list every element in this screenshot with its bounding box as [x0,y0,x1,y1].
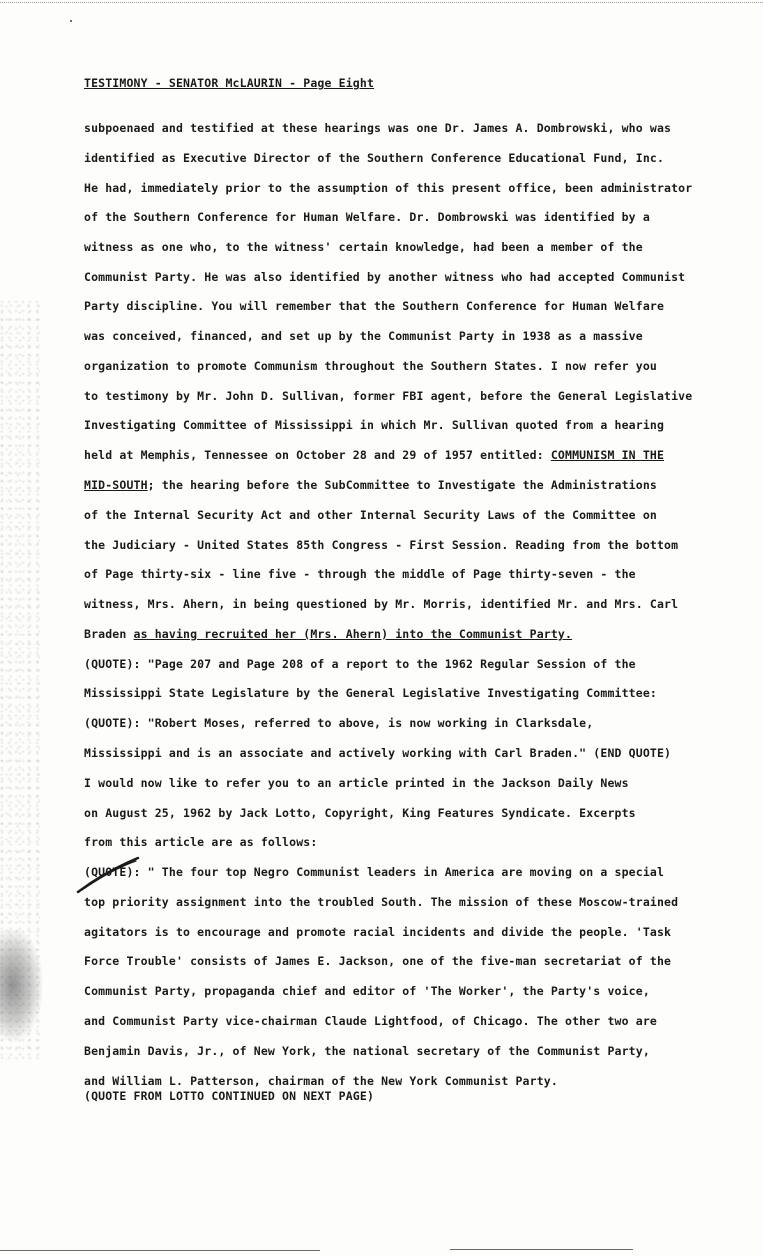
body-line [84,627,572,641]
body-line: witness, Mrs. Ahern, in being questioned by Mr. Morris, identified Mr. and Mrs. Carl [84,597,679,611]
body-line: I would now like to refer you to an article printed in the Jackson Daily News [84,776,629,790]
body-line: Mississippi and is an associate and actively working with Carl Braden." (END QUOTE) [84,746,672,760]
body-line: of Page thirty-six - line five - through the middle of Page thirty-seven - the [84,567,636,581]
body-line: of the Southern Conference for Human Welfare. Dr. Dombrowski was identified by a [84,210,650,224]
body-line: from this article are as follows: [84,835,318,849]
body-line: the Judiciary - United States 85th Congress - First Session. Reading from the bottom [84,538,679,552]
body-line: and Communist Party vice-chairman Claude Lightfood, of Chicago. The other two are [84,1014,657,1028]
page-heading: TESTIMONY - SENATOR McLAURIN - Page Eight [84,76,375,90]
body-line: on August 25, 1962 by Jack Lotto, Copyright, King Features Syndicate. Excerpts [84,806,636,820]
quote-line: (QUOTE): "Robert Moses, referred to above, is now working in Clarksdale, [84,716,594,730]
body-line: of the Internal Security Act and other Internal Security Laws of the Committee on [84,508,657,522]
hearing-title-underlined: MID-SOUTH [84,478,148,492]
body-text: ; the hearing before the SubCommittee to Investigate the Administrations [147,478,657,492]
body-line: He had, immediately prior to the assumption of this present office, been administrator [84,181,693,195]
body-line: Communist Party, propaganda chief and editor of 'The Worker', the Party's voice, [84,984,650,998]
continued-note: (QUOTE FROM LOTTO CONTINUED ON NEXT PAGE) [84,1089,375,1103]
bottom-rule [0,1250,320,1251]
bottom-rule [450,1249,633,1250]
pen-slash-mark [74,856,144,896]
body-line: Communist Party. He was also identified by another witness who had accepted Communist [84,270,686,284]
body-line: was conceived, financed, and set up by the Communist Party in 1938 as a massive [84,329,643,343]
body-text: Braden [84,627,134,641]
scan-smudge [0,930,42,1040]
body-line: organization to promote Communism throughout the Southern States. I now refer you [84,359,657,373]
quote-line: (QUOTE): " The four top Negro Communist leaders in America are moving on a special [84,865,665,879]
body-text: held at Memphis, Tennessee on October 28 and 29 of 1957 entitled: [84,448,551,462]
body-line: subpoenaed and testified at these hearings was one Dr. James A. Dombrowski, who was [84,121,672,135]
body-line: and William L. Patterson, chairman of the New York Communist Party. [84,1074,558,1088]
body-line: Benjamin Davis, Jr., of New York, the national secretary of the Communist Party, [84,1044,650,1058]
body-line: agitators is to encourage and promote racial incidents and divide the people. 'Task [84,925,672,939]
body-line: Mississippi State Legislature by the General Legislative Investigating Committee: [84,686,657,700]
top-dotted-rule [0,2,763,3]
quote-line: (QUOTE): "Page 207 and Page 208 of a report to the 1962 Regular Session of the [84,657,636,671]
hearing-title-underlined: COMMUNISM IN THE [550,448,665,462]
body-line: identified as Executive Director of the Southern Conference Educational Fund, Inc. [84,151,665,165]
body-line: top priority assignment into the troubled South. The mission of these Moscow-trained [84,895,679,909]
underlined-phrase: as having recruited her (Mrs. Ahern) into the Communist Party. [133,627,573,641]
body-line: Force Trouble' consists of James E. Jackson, one of the five-man secretariat of the [84,954,672,968]
stray-mark [70,20,72,22]
body-line: to testimony by Mr. John D. Sullivan, former FBI agent, before the General Legislative [84,389,693,403]
body-line: Party discipline. You will remember that the Southern Conference for Human Welfare [84,299,665,313]
body-line: witness as one who, to the witness' certain knowledge, had been a member of the [84,240,643,254]
body-line [84,448,664,462]
body-line [84,478,657,492]
body-line: Investigating Committee of Mississippi in which Mr. Sullivan quoted from a hearing [84,418,665,432]
